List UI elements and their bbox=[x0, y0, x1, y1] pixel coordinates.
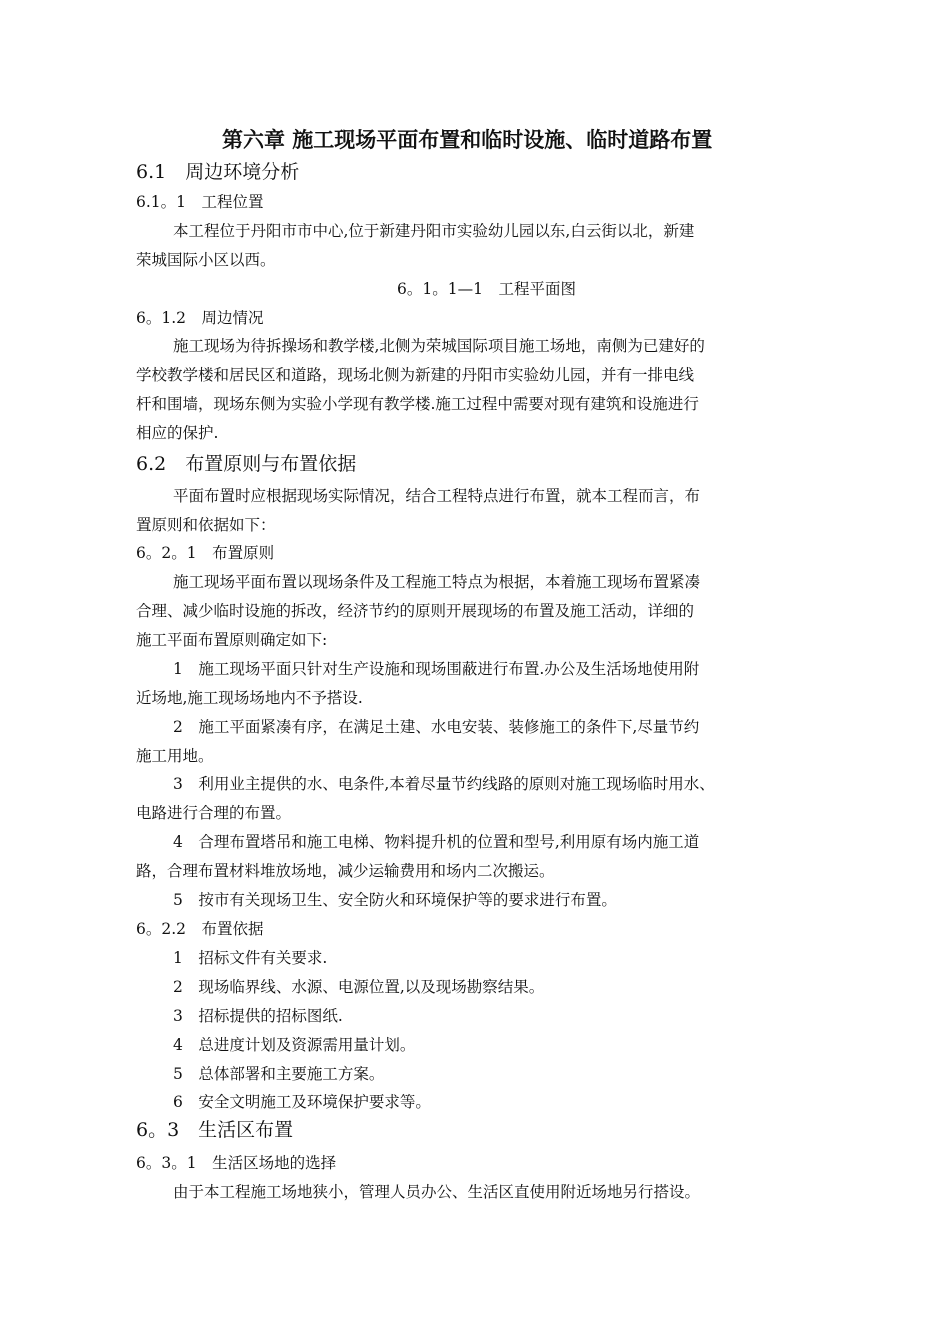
list-item-line: 3 利用业主提供的水、电条件,本着尽量节约线路的原则对施工现场临时用水、 bbox=[173, 775, 715, 793]
paragraph-line: 施工平面布置原则确定如下: bbox=[136, 631, 328, 649]
list-item-line: 近场地,施工现场场地内不予搭设. bbox=[136, 689, 363, 707]
list-item-line: 施工用地。 bbox=[136, 747, 214, 765]
list-item: 1 招标文件有关要求. bbox=[173, 949, 328, 967]
section-6-3-1-heading: 6。3。1 生活区场地的选择 bbox=[136, 1154, 337, 1172]
list-item-line: 电路进行合理的布置。 bbox=[136, 804, 292, 822]
paragraph-line: 相应的保护. bbox=[136, 424, 219, 442]
paragraph-line: 荣城国际小区以西。 bbox=[136, 251, 276, 269]
list-item-line: 5 按市有关现场卫生、安全防火和环境保护等的要求进行布置。 bbox=[173, 891, 617, 909]
paragraph-line: 杆和围墙，现场东侧为实验小学现有教学楼.施工过程中需要对现有建筑和设施进行 bbox=[136, 395, 699, 413]
section-6-1-1-heading: 6.1。1 工程位置 bbox=[136, 193, 264, 211]
section-6-2-heading: 6.2 布置原则与布置依据 bbox=[136, 453, 357, 475]
paragraph-line: 学校教学楼和居民区和道路，现场北侧为新建的丹阳市实验幼儿园，并有一排电线 bbox=[136, 366, 695, 384]
paragraph-line: 施工现场为待拆操场和教学楼,北侧为荣城国际项目施工场地，南侧为已建好的 bbox=[173, 337, 705, 355]
chapter-title: 第六章 施工现场平面布置和临时设施、临时道路布置 bbox=[222, 127, 713, 152]
list-item-line: 4 合理布置塔吊和施工电梯、物料提升机的位置和型号,利用原有场内施工道 bbox=[173, 833, 700, 851]
paragraph-line: 施工现场平面布置以现场条件及工程施工特点为根据，本着施工现场布置紧凑 bbox=[173, 573, 701, 591]
section-6-2-1-heading: 6。2。1 布置原则 bbox=[136, 544, 275, 562]
section-6-2-2-heading: 6。2.2 布置依据 bbox=[136, 920, 264, 938]
list-item: 3 招标提供的招标图纸. bbox=[173, 1007, 343, 1025]
paragraph-line: 置原则和依据如下： bbox=[136, 516, 276, 534]
list-item: 6 安全文明施工及环境保护要求等。 bbox=[173, 1093, 431, 1111]
list-item: 4 总进度计划及资源需用量计划。 bbox=[173, 1036, 416, 1054]
list-item-line: 1 施工现场平面只针对生产设施和现场围蔽进行布置.办公及生活场地使用附 bbox=[173, 660, 700, 678]
section-6-3-heading: 6。3 生活区布置 bbox=[136, 1119, 294, 1141]
section-6-1-heading: 6.1 周边环境分析 bbox=[136, 161, 300, 183]
section-6-1-2-heading: 6。1.2 周边情况 bbox=[136, 309, 264, 327]
paragraph-line: 由于本工程施工场地狭小，管理人员办公、生活区直使用附近场地另行搭设。 bbox=[173, 1183, 701, 1201]
paragraph-line: 平面布置时应根据现场实际情况，结合工程特点进行布置，就本工程而言，布 bbox=[173, 487, 701, 505]
list-item: 5 总体部署和主要施工方案。 bbox=[173, 1065, 385, 1083]
list-item-line: 2 施工平面紧凑有序，在满足土建、水电安装、装修施工的条件下,尽量节约 bbox=[173, 718, 700, 736]
paragraph-line: 本工程位于丹阳市市中心,位于新建丹阳市实验幼儿园以东,白云街以北，新建 bbox=[173, 222, 695, 240]
list-item: 2 现场临界线、水源、电源位置,以及现场勘察结果。 bbox=[173, 978, 545, 996]
figure-caption: 6。1。1—1 工程平面图 bbox=[397, 280, 576, 298]
list-item-line: 路，合理布置材料堆放场地，减少运输费用和场内二次搬运。 bbox=[136, 862, 555, 880]
paragraph-line: 合理、减少临时设施的拆改，经济节约的原则开展现场的布置及施工活动，详细的 bbox=[136, 602, 695, 620]
